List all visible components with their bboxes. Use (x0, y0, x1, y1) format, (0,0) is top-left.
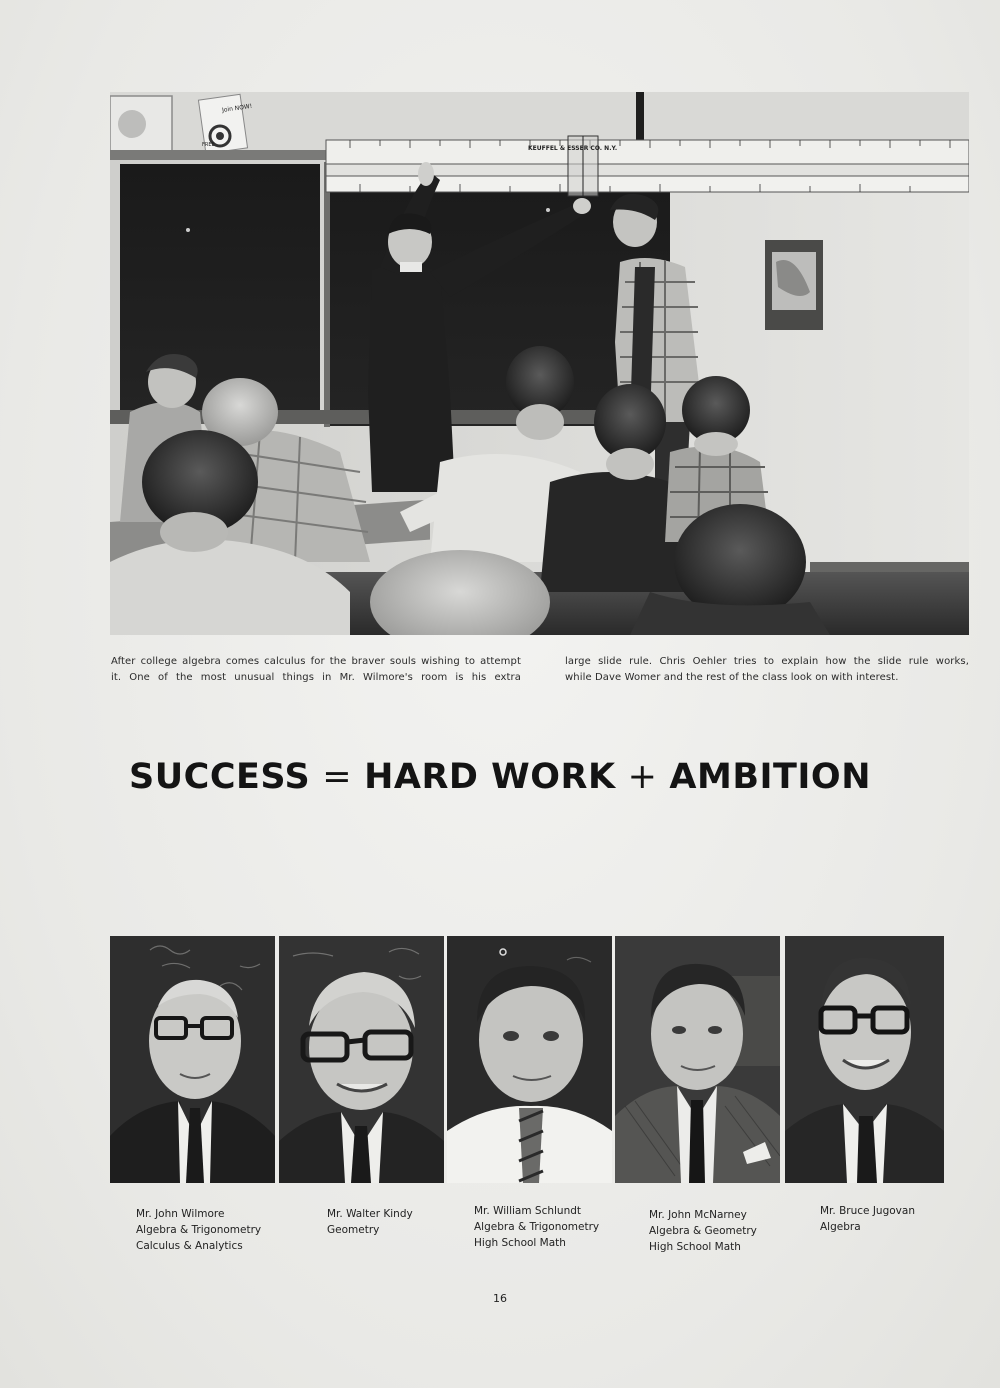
classroom-photo (110, 92, 969, 635)
headline-equals: = (322, 757, 353, 797)
teacher-name: Mr. William Schlundt (474, 1205, 582, 1217)
caption-line: it. One of the most unusual things in Mr. Wilmore's room is his extra (111, 672, 521, 683)
headline-word-success: SUCCESS (129, 757, 311, 797)
photo-caption-left (111, 654, 521, 686)
poster-free-text: FREE (202, 142, 215, 148)
caption-line: large slide rule. Chris Oehler tries to explain how the slide rule works, (565, 656, 969, 667)
teacher-subject: High School Math (474, 1237, 566, 1249)
headline-plus: + (627, 757, 658, 797)
teacher-caption-schlundt (474, 1203, 599, 1251)
caption-line: while Dave Womer and the rest of the class look on with interest. (565, 672, 899, 683)
portrait-bruce-jugovan (785, 936, 944, 1183)
page-number: 16 (493, 1292, 507, 1305)
portrait-john-wilmore (110, 936, 275, 1183)
poster-text: Join NOW! (221, 102, 253, 114)
teacher-subject: Geometry (327, 1224, 380, 1236)
teacher-name: Mr. Walter Kindy (327, 1208, 413, 1220)
teacher-caption-wilmore (136, 1206, 261, 1254)
portrait-william-schlundt (447, 936, 612, 1183)
teacher-subject: Algebra (820, 1221, 861, 1233)
photo-caption-right (565, 654, 969, 686)
portrait-john-mcnarney (615, 936, 780, 1183)
teacher-subject: High School Math (649, 1241, 741, 1253)
teacher-name: Mr. John Wilmore (136, 1208, 225, 1220)
page-headline (0, 757, 1000, 797)
teacher-caption-kindy (327, 1206, 413, 1238)
headline-word-ambition: AMBITION (669, 757, 871, 797)
teacher-subject: Algebra & Geometry (649, 1225, 757, 1237)
headline-word-hard-work: HARD WORK (364, 757, 616, 797)
slide-rule-brand: KEUFFEL & ESSER CO. N.Y. (528, 145, 618, 152)
teacher-subject: Calculus & Analytics (136, 1240, 243, 1252)
teacher-name: Mr. Bruce Jugovan (820, 1205, 915, 1217)
caption-line: After college algebra comes calculus for the braver souls wishing to attempt (111, 656, 521, 667)
poster (198, 94, 252, 153)
teacher-caption-jugovan (820, 1203, 915, 1235)
teacher-caption-mcnarney (649, 1207, 757, 1255)
teacher-subject: Algebra & Trigonometry (474, 1221, 600, 1233)
teacher-subject: Algebra & Trigonometry (136, 1224, 262, 1236)
teacher-name: Mr. John McNarney (649, 1209, 747, 1221)
portrait-walter-kindy (279, 936, 444, 1183)
